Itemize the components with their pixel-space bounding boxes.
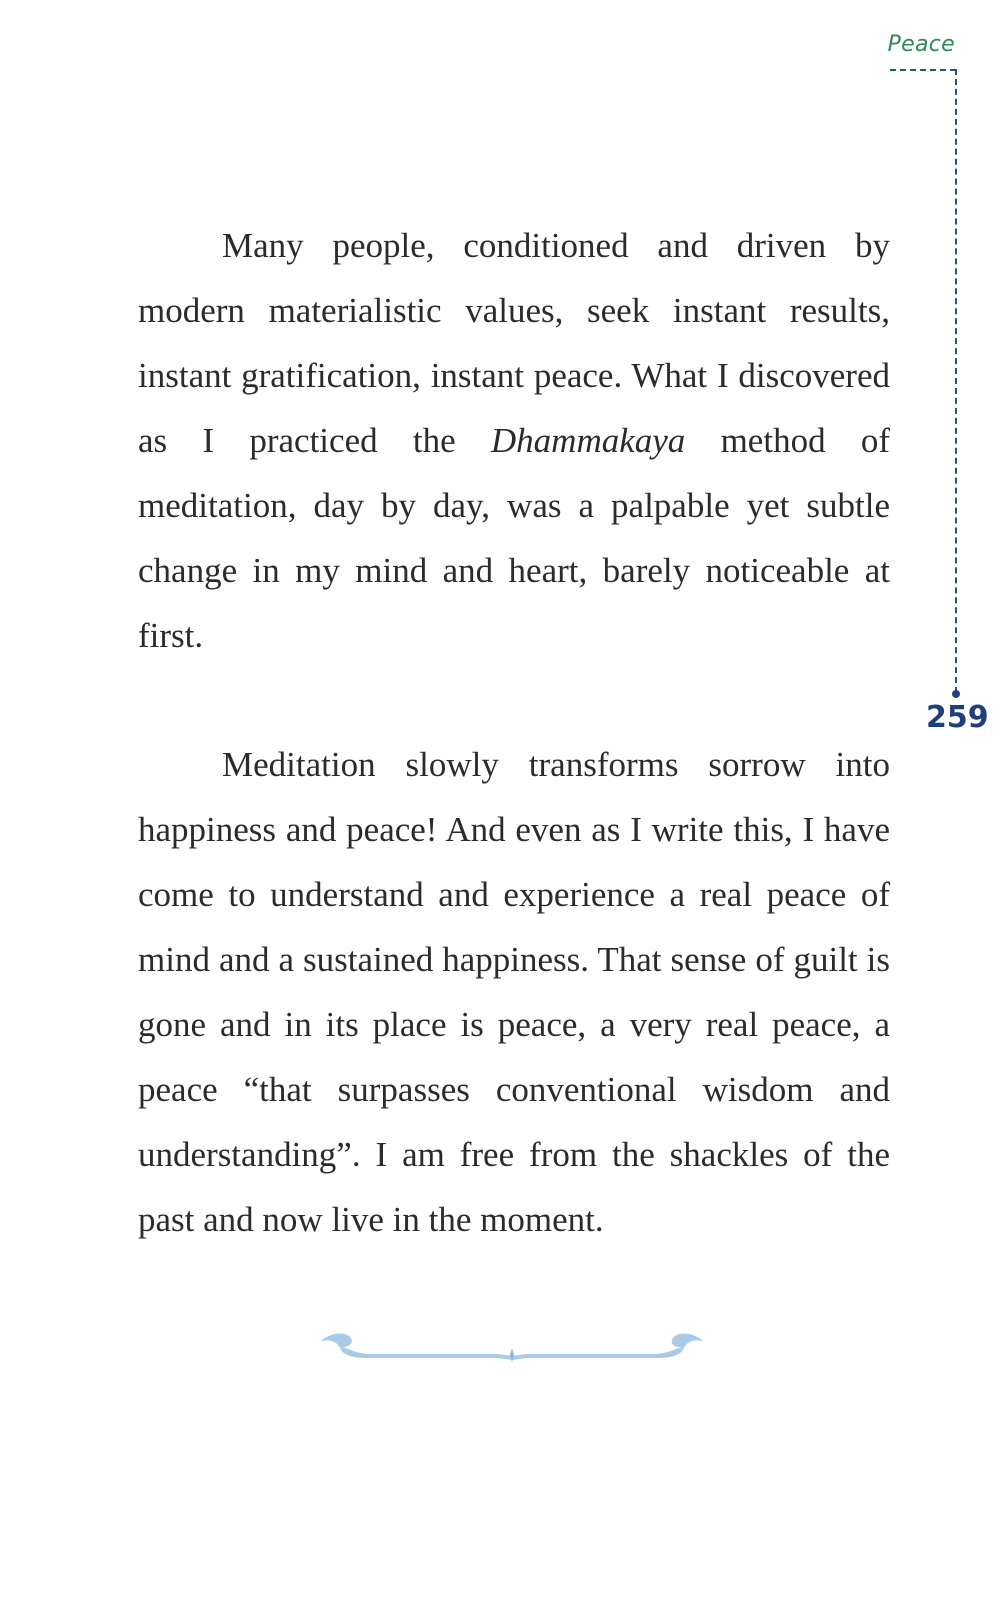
section-divider-ornament-icon (318, 1318, 704, 1362)
page-number: 259 (926, 700, 989, 735)
paragraph-1-text-a: Many people, conditioned and driven by modern materialistic values, seek instant results, instant gratification, instant peace. What I discovered as I practiced the (138, 226, 890, 460)
page-guide-vertical-line (955, 69, 957, 693)
running-head: Peace (887, 32, 955, 57)
paragraph-1-text-b: method of meditation, day by day, was a palpable yet subtle change in my mind and heart, barely noticeable at first. (138, 421, 890, 655)
paragraph-2: Meditation slowly transforms sorrow into happiness and peace! And even as I write this, I have come to understand and experience a real peace of mind and a sustained happiness. That sense of guilt is gone and in its place is peace, a very real peace, a peace “that surpasses conventional wisdom and understanding”. I am free from the shackles of the past and now live in the moment. (138, 745, 890, 1239)
page-guide-dot (952, 690, 960, 698)
paragraph-1 (138, 213, 890, 668)
paragraph-1-italic-term: Dhammakaya (490, 421, 686, 460)
page-guide-top-line (890, 69, 956, 71)
